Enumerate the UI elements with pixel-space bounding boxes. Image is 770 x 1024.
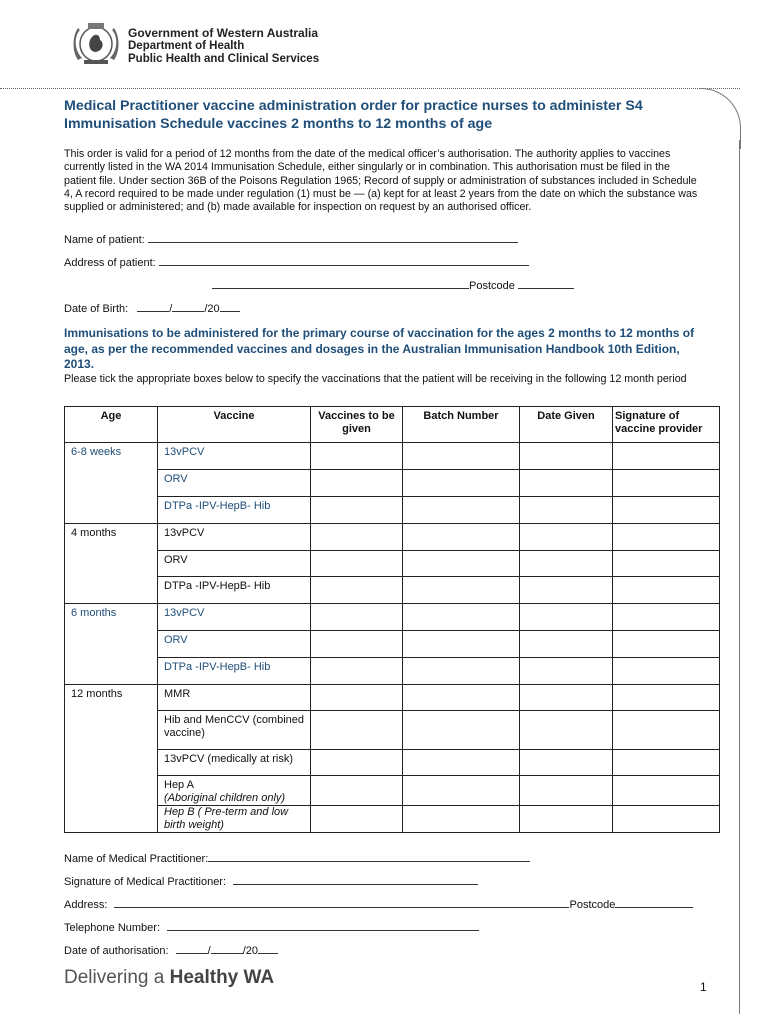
patient-address-field[interactable] <box>159 255 529 266</box>
table-row <box>65 470 720 497</box>
tick-box[interactable] <box>311 806 403 833</box>
hep-a-label: Hep A <box>164 779 194 791</box>
telephone-field[interactable] <box>167 920 479 931</box>
batch-cell[interactable] <box>403 750 520 776</box>
signature-cell[interactable] <box>613 776 720 806</box>
signature-cell[interactable] <box>613 658 720 685</box>
authorisation-date-label: Date of authorisation: <box>64 945 169 957</box>
vaccine-cell: ORV <box>158 551 311 577</box>
footer-tagline <box>64 967 274 989</box>
page-number: 1 <box>700 980 707 994</box>
vaccine-cell: 13vPCV <box>158 443 311 470</box>
patient-address-row <box>64 255 529 269</box>
date-cell[interactable] <box>520 685 613 711</box>
batch-cell[interactable] <box>403 658 520 685</box>
vaccine-cell: 13vPCV <box>158 524 311 551</box>
date-cell[interactable] <box>520 776 613 806</box>
organisation-block <box>128 27 319 66</box>
instructions: Please tick the appropriate boxes below to specify the vaccinations that the patient will be receiving in the following 12 month period <box>64 373 687 385</box>
patient-name-label: Name of patient: <box>64 234 145 246</box>
date-cell[interactable] <box>520 497 613 524</box>
tick-box[interactable] <box>311 470 403 497</box>
gov-name: Government of Western Australia <box>128 26 319 40</box>
signature-cell[interactable] <box>613 711 720 750</box>
signature-cell[interactable] <box>613 750 720 776</box>
tick-box[interactable] <box>311 551 403 577</box>
table-row <box>65 604 720 631</box>
signature-cell[interactable] <box>613 524 720 551</box>
table-row <box>65 631 720 658</box>
batch-cell[interactable] <box>403 806 520 833</box>
tick-box[interactable] <box>311 497 403 524</box>
header-vaccine: Vaccine <box>158 407 311 443</box>
vaccine-cell: 13vPCV (medically at risk) <box>158 750 311 776</box>
auth-day-field[interactable] <box>176 943 208 954</box>
signature-cell[interactable] <box>613 470 720 497</box>
age-cell: 12 months <box>65 685 158 833</box>
dob-day-field[interactable] <box>137 301 169 312</box>
vaccine-cell: 13vPCV <box>158 604 311 631</box>
practitioner-address-field[interactable] <box>114 897 569 908</box>
practitioner-name-label: Name of Medical Practitioner: <box>64 853 209 865</box>
table-row <box>65 750 720 776</box>
tick-box[interactable] <box>311 658 403 685</box>
table-row <box>65 443 720 470</box>
table-row <box>65 711 720 750</box>
practitioner-signature-label: Signature of Medical Practitioner: <box>64 876 227 888</box>
signature-cell[interactable] <box>613 497 720 524</box>
batch-cell[interactable] <box>403 776 520 806</box>
tick-box[interactable] <box>311 577 403 604</box>
batch-cell[interactable] <box>403 685 520 711</box>
batch-cell[interactable] <box>403 551 520 577</box>
table-row <box>65 685 720 711</box>
auth-month-field[interactable] <box>211 943 243 954</box>
division-name: Public Health and Clinical Services <box>128 53 320 65</box>
practitioner-postcode-label: Postcode <box>569 899 616 911</box>
batch-cell[interactable] <box>403 443 520 470</box>
date-cell[interactable] <box>520 551 613 577</box>
tick-box[interactable] <box>311 711 403 750</box>
tick-box[interactable] <box>311 750 403 776</box>
date-cell[interactable] <box>520 577 613 604</box>
header-date-given: Date Given <box>520 407 613 443</box>
vaccine-cell <box>158 776 311 806</box>
vaccine-cell: Hep B ( Pre-term and low birth weight) <box>158 806 311 833</box>
vaccine-cell: DTPa -IPV-HepB- Hib <box>158 497 311 524</box>
practitioner-signature-row <box>64 874 478 888</box>
header-signature: Signature of vaccine provider <box>613 407 720 443</box>
signature-cell[interactable] <box>613 443 720 470</box>
date-cell[interactable] <box>520 631 613 658</box>
table-header-row <box>65 407 720 443</box>
patient-postcode-label: Postcode <box>469 280 515 292</box>
tick-box[interactable] <box>311 685 403 711</box>
signature-cell[interactable] <box>613 551 720 577</box>
date-cell[interactable] <box>520 470 613 497</box>
date-cell[interactable] <box>520 658 613 685</box>
age-cell: 4 months <box>65 524 158 604</box>
date-cell[interactable] <box>520 806 613 833</box>
patient-postcode-row <box>212 278 574 292</box>
section-heading: Immunisations to be administered for the primary course of vaccination for the ages 2 months to 12 months of age, as per the recommended vaccines and dosages in the Australian Immunisation Handbook 10th Edition, 2013. <box>64 326 695 371</box>
vaccine-table <box>64 406 720 833</box>
table-row <box>65 497 720 524</box>
signature-cell[interactable] <box>613 604 720 631</box>
table-row <box>65 658 720 685</box>
table-row <box>65 524 720 551</box>
government-crest-logo <box>70 20 122 66</box>
dob-slash: / <box>169 303 173 315</box>
table-row <box>65 806 720 833</box>
dob-year-prefix: /20 <box>204 303 220 315</box>
dob-month-field[interactable] <box>172 301 204 312</box>
auth-year-prefix: /20 <box>242 945 258 957</box>
telephone-label: Telephone Number: <box>64 922 161 934</box>
batch-cell[interactable] <box>403 497 520 524</box>
dob-row <box>64 301 240 315</box>
date-cell[interactable] <box>520 750 613 776</box>
signature-cell[interactable] <box>613 806 720 833</box>
table-row <box>65 776 720 806</box>
patient-address-field-2[interactable] <box>212 278 469 289</box>
tick-box[interactable] <box>311 604 403 631</box>
practitioner-postcode-field[interactable] <box>615 897 693 908</box>
practitioner-name-row <box>64 851 530 865</box>
date-cell[interactable] <box>520 524 613 551</box>
header-age: Age <box>65 407 158 443</box>
date-cell[interactable] <box>520 443 613 470</box>
vaccine-cell: DTPa -IPV-HepB- Hib <box>158 577 311 604</box>
auth-year-field[interactable] <box>258 943 278 954</box>
batch-cell[interactable] <box>403 711 520 750</box>
tick-box[interactable] <box>311 524 403 551</box>
header-batch-number: Batch Number <box>403 407 520 443</box>
batch-cell[interactable] <box>403 631 520 658</box>
tick-box[interactable] <box>311 776 403 806</box>
vaccine-cell: MMR <box>158 685 311 711</box>
date-cell[interactable] <box>520 604 613 631</box>
practitioner-address-label: Address: <box>64 899 108 911</box>
batch-cell[interactable] <box>403 604 520 631</box>
dob-year-field[interactable] <box>220 301 240 312</box>
age-cell: 6-8 weeks <box>65 443 158 524</box>
patient-name-field[interactable] <box>148 232 518 243</box>
telephone-row <box>64 920 479 934</box>
page-title: Medical Practitioner vaccine administration order for practice nurses to administer S4 Immunisation Schedule vaccines 2 months to 12 months of age <box>64 98 643 132</box>
date-cell[interactable] <box>520 711 613 750</box>
header-divider <box>0 88 740 89</box>
patient-address-label: Address of patient: <box>64 257 156 269</box>
vaccine-cell: ORV <box>158 631 311 658</box>
table-row <box>65 551 720 577</box>
signature-cell[interactable] <box>613 577 720 604</box>
footer-text-bold: Healthy WA <box>169 967 275 988</box>
signature-cell[interactable] <box>613 685 720 711</box>
dob-label: Date of Birth: <box>64 303 129 315</box>
footer-text: Delivering a <box>64 967 170 988</box>
table-row <box>65 577 720 604</box>
page-border-right <box>739 140 740 1014</box>
patient-name-row <box>64 232 518 246</box>
practitioner-signature-field[interactable] <box>233 874 478 885</box>
auth-date-slash: / <box>207 945 211 957</box>
signature-cell[interactable] <box>613 631 720 658</box>
vaccine-cell: DTPa -IPV-HepB- Hib <box>158 658 311 685</box>
authorisation-date-row <box>64 943 278 957</box>
department-name: Department of Health <box>128 40 245 52</box>
age-cell: 6 months <box>65 604 158 685</box>
practitioner-name-field[interactable] <box>208 851 530 862</box>
patient-postcode-field[interactable] <box>518 278 574 289</box>
batch-cell[interactable] <box>403 577 520 604</box>
batch-cell[interactable] <box>403 470 520 497</box>
tick-box[interactable] <box>311 631 403 658</box>
practitioner-address-row <box>64 897 693 911</box>
intro-paragraph: This order is valid for a period of 12 months from the date of the medical officer’s authorisation. The authority applies to vaccines currently listed in the WA 2014 Immunisation Schedule, either singularly or in combination. This authorisation must be filed in the patient file. Under section 36B of the Poisons Regulation 1965; Record of supply or administration of substances included in Schedule 4, A record required to be made under regulation (1) must be — (a) kept for at least 2 years from the date on which the substance was supplied or administered; and (b) made available for inspection on request by an authorised officer. <box>64 148 698 214</box>
header-vaccines-to-be-given: Vaccines to be given <box>311 407 403 443</box>
vaccine-cell: Hib and MenCCV (combined vaccine) <box>158 711 311 750</box>
batch-cell[interactable] <box>403 524 520 551</box>
hep-a-note: (Aboriginal children only) <box>164 792 286 804</box>
tick-box[interactable] <box>311 443 403 470</box>
vaccine-cell: ORV <box>158 470 311 497</box>
